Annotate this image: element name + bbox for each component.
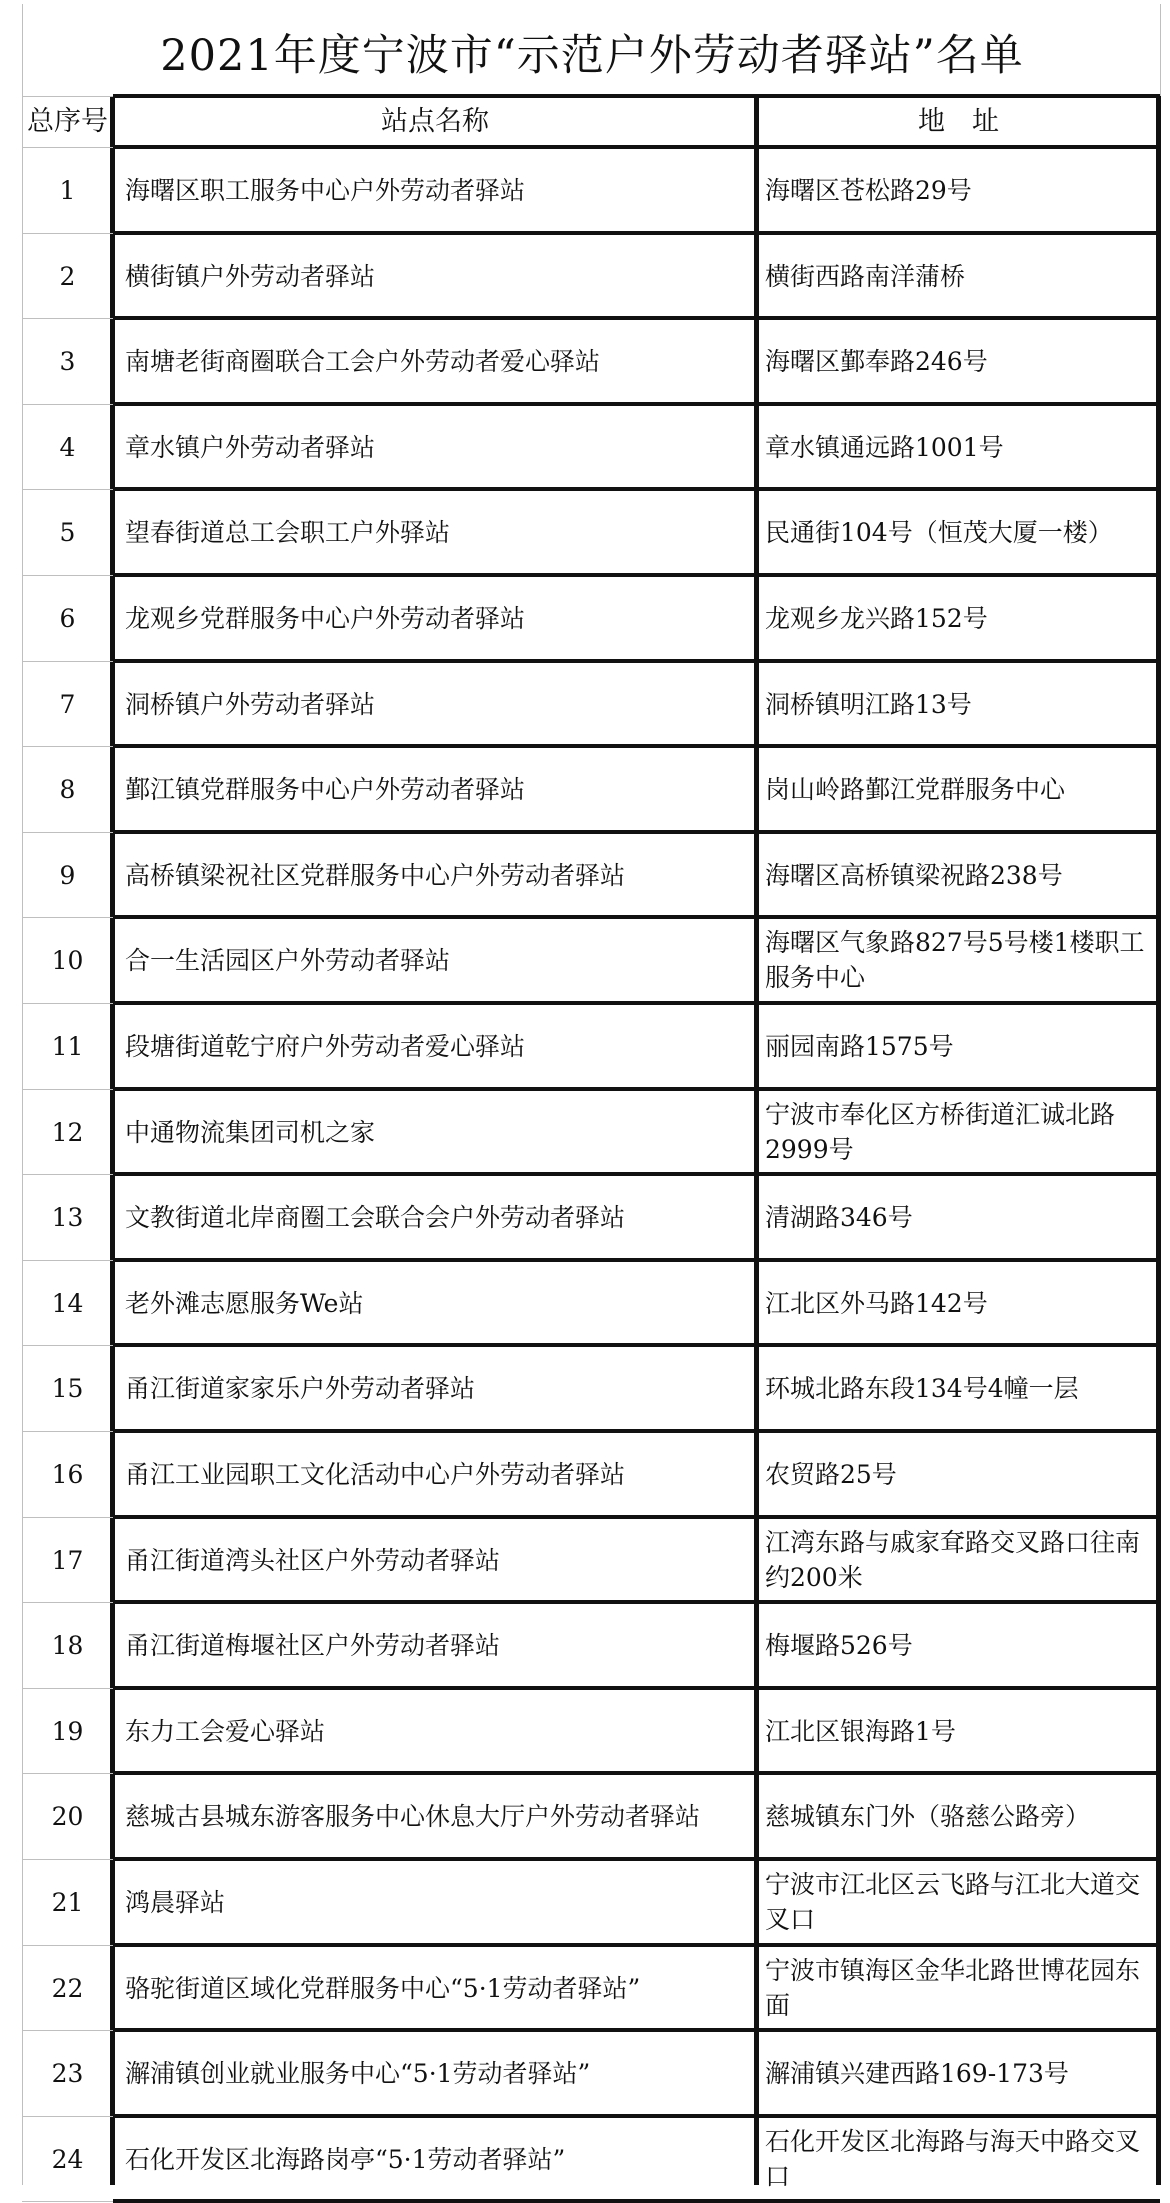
station-name: 澥浦镇创业就业服务中心“5·1劳动者驿站” [125,2058,591,2088]
header-no: 总序号 [27,106,108,137]
row-number: 1 [59,175,76,205]
row-number: 16 [51,1459,84,1489]
station-address: 宁波市奉化区方桥街道汇诚北路2999号 [765,1100,1116,1164]
station-address: 江北区外马路142号 [765,1288,988,1318]
station-address: 石化开发区北海路与海天中路交叉口 [765,2127,1141,2191]
station-address: 梅堰路526号 [765,1630,913,1660]
row-number: 12 [51,1117,84,1147]
row-number: 20 [51,1801,84,1831]
title-left-border [22,4,23,96]
row-number: 23 [51,2058,84,2088]
row-number: 13 [51,1202,84,1232]
station-name: 甬江街道梅堰社区户外劳动者驿站 [125,1630,501,1660]
row-number: 8 [59,774,76,804]
row-number: 3 [59,346,76,376]
station-name: 甬江工业园职工文化活动中心户外劳动者驿站 [125,1459,626,1489]
station-address: 江湾东路与戚家耷路交叉路口往南约200米 [765,1528,1141,1592]
station-address: 海曙区高桥镇梁祝路238号 [765,860,1063,890]
title-right-border [1160,4,1161,96]
page-title: 2021年度宁波市“示范户外劳动者驿站”名单 [160,30,1024,81]
row-number: 15 [51,1373,84,1403]
row-number: 7 [59,689,76,719]
station-name: 骆驼街道区域化党群服务中心“5·1劳动者驿站” [125,1973,641,2003]
station-address: 环城北路东段134号4幢一层 [765,1373,1079,1403]
row-number: 10 [51,945,84,975]
row-number: 9 [59,860,76,890]
row-number: 19 [51,1716,84,1746]
station-address: 宁波市江北区云飞路与江北大道交叉口 [765,1870,1141,1934]
right-border [1156,96,1161,2185]
row-number: 24 [51,2144,84,2174]
station-name: 中通物流集团司机之家 [125,1117,376,1147]
station-address: 农贸路25号 [765,1459,897,1489]
station-address: 岗山岭路鄞江党群服务中心 [765,774,1066,804]
station-name: 洞桥镇户外劳动者驿站 [125,689,376,719]
header-name: 站点名称 [381,106,489,137]
row-number: 22 [51,1973,84,2003]
station-name: 鸿晨驿站 [125,1887,226,1917]
station-address: 江北区银海路1号 [765,1716,956,1746]
station-name: 合一生活园区户外劳动者驿站 [125,945,451,975]
station-name: 海曙区职工服务中心户外劳动者驿站 [125,175,526,205]
station-address: 清湖路346号 [765,1202,913,1232]
station-name: 文教街道北岸商圈工会联合会户外劳动者驿站 [125,1202,626,1232]
station-name: 甬江街道湾头社区户外劳动者驿站 [125,1545,501,1575]
station-name: 甬江街道家家乐户外劳动者驿站 [125,1373,476,1403]
row-number: 14 [51,1288,84,1318]
station-name: 高桥镇梁祝社区党群服务中心户外劳动者驿站 [125,860,626,890]
station-name: 龙观乡党群服务中心户外劳动者驿站 [125,603,526,633]
row-number: 2 [59,261,76,291]
station-address: 慈城镇东门外（骆慈公路旁） [765,1801,1091,1831]
header-address: 地 址 [918,106,999,137]
station-name: 段塘街道乾宁府户外劳动者爱心驿站 [125,1031,526,1061]
station-name: 横街镇户外劳动者驿站 [125,261,376,291]
station-address: 横街西路南洋蒲桥 [765,261,966,291]
station-name: 望春街道总工会职工户外驿站 [125,517,451,547]
station-address: 海曙区鄞奉路246号 [765,346,988,376]
station-address: 丽园南路1575号 [765,1031,954,1061]
station-name: 鄞江镇党群服务中心户外劳动者驿站 [125,774,526,804]
row-number: 21 [51,1887,84,1917]
row-number: 18 [51,1630,84,1660]
row-number: 4 [59,432,76,462]
station-name: 石化开发区北海路岗亭“5·1劳动者驿站” [125,2144,566,2174]
station-name: 老外滩志愿服务We站 [125,1288,364,1318]
row-number: 11 [51,1031,84,1061]
station-name: 东力工会爱心驿站 [125,1716,326,1746]
station-address: 海曙区苍松路29号 [765,175,972,205]
station-address: 洞桥镇明江路13号 [765,689,972,719]
row-number: 6 [59,603,76,633]
station-address: 宁波市镇海区金华北路世博花园东面 [765,1956,1141,2020]
station-address: 海曙区气象路827号5号楼1楼职工服务中心 [765,928,1145,992]
station-name: 章水镇户外劳动者驿站 [125,432,376,462]
station-name: 南塘老街商圈联合工会户外劳动者爱心驿站 [125,346,601,376]
station-address: 龙观乡龙兴路152号 [765,603,988,633]
station-address: 章水镇通远路1001号 [765,432,1004,462]
row-number: 5 [59,517,76,547]
station-address: 澥浦镇兴建西路169-173号 [765,2058,1069,2088]
station-name: 慈城古县城东游客服务中心休息大厅户外劳动者驿站 [125,1801,701,1831]
row-number: 17 [51,1545,84,1575]
station-address: 民通街104号（恒茂大厦一楼） [765,517,1113,547]
